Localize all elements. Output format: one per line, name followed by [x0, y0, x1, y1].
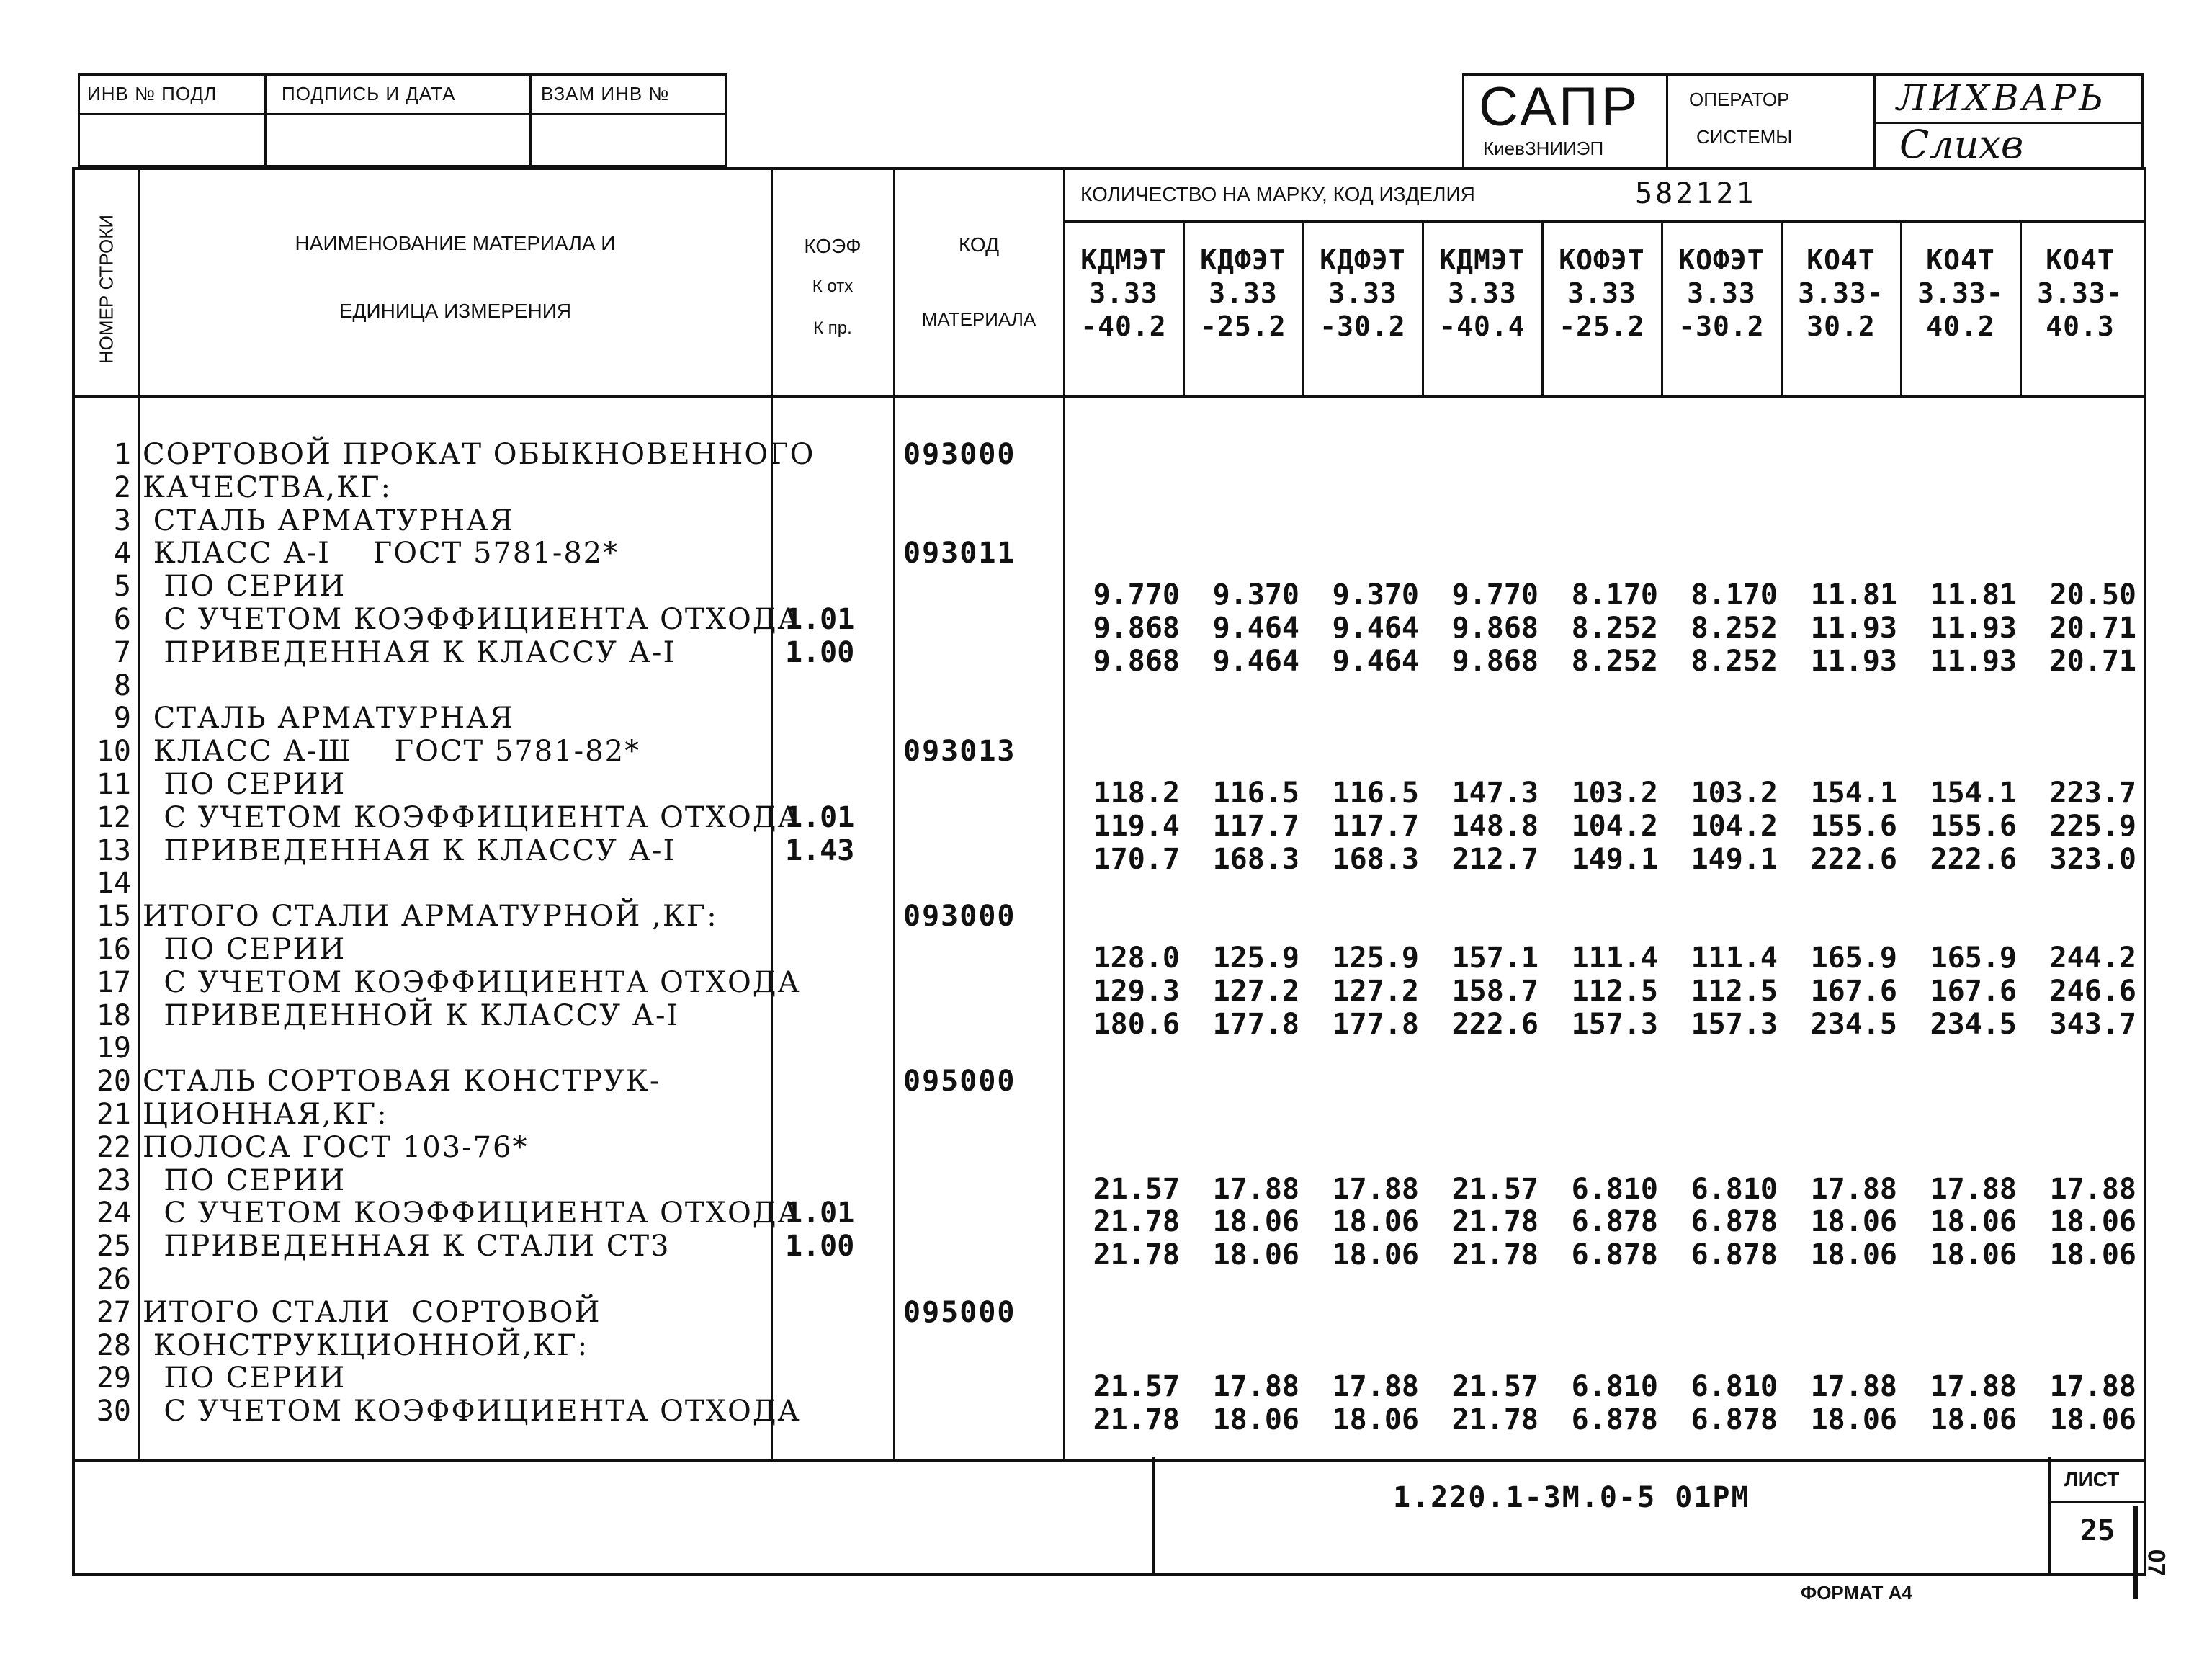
name-header-line1: НАИМЕНОВАНИЕ МАТЕРИАЛА И: [295, 232, 616, 254]
column-header-line: -25.2: [1200, 310, 1286, 342]
quantity-value: 21.57: [1093, 1370, 1180, 1404]
quantity-value: 157.3: [1571, 1007, 1658, 1041]
quantity-value: 117.7: [1212, 809, 1299, 843]
quantity-value: 11.93: [1810, 644, 1897, 678]
institute-name: КиевЗНИИЭП: [1483, 138, 1604, 159]
row-number: 20: [96, 1065, 131, 1099]
quantity-value: 9.868: [1093, 612, 1180, 645]
quantity-value: 6.878: [1571, 1238, 1658, 1272]
column-header-7: [1782, 243, 1900, 343]
row-number: 30: [96, 1395, 131, 1428]
quantity-value: 11.93: [1930, 612, 2017, 645]
quantity-value: 154.1: [1930, 777, 2017, 810]
quantity-value: 21.78: [1451, 1403, 1539, 1437]
coefficient: 1.01: [785, 1197, 855, 1230]
material-name: С УЧЕТОМ КОЭФФИЦИЕНТА ОТХОДА: [143, 965, 801, 999]
quantity-value: 234.5: [1810, 1007, 1897, 1041]
quantity-value: 17.88: [1332, 1172, 1419, 1206]
quantity-value: 154.1: [1810, 777, 1897, 810]
column-header-line: 3.33: [1328, 277, 1397, 309]
row-number: 21: [96, 1098, 131, 1131]
coefficient: 1.00: [785, 635, 855, 669]
quantity-value: 222.6: [1930, 842, 2017, 876]
material-name: ПРИВЕДЕННАЯ К СТАЛИ СТ3: [143, 1230, 671, 1264]
material-name: КЛАСС А-I ГОСТ 5781-82*: [143, 537, 619, 571]
quantity-value: 180.6: [1093, 1007, 1180, 1041]
quantity-value: 18.06: [2049, 1205, 2136, 1239]
quantity-value: 125.9: [1332, 942, 1419, 975]
quantity-value: 18.06: [1212, 1205, 1299, 1239]
quantity-value: 11.81: [1930, 578, 2017, 612]
column-header-line: -25.2: [1559, 310, 1645, 342]
quantity-value: 119.4: [1093, 809, 1180, 843]
quantity-value: 127.2: [1212, 974, 1299, 1008]
column-header-line: -40.4: [1439, 310, 1526, 342]
quantity-value: 167.6: [1810, 974, 1897, 1008]
quantity-value: 125.9: [1212, 942, 1299, 975]
row-number: 23: [96, 1163, 131, 1197]
material-name: ПРИВЕДЕННАЯ К КЛАССУ А-I: [143, 833, 676, 867]
quantity-value: 170.7: [1093, 842, 1180, 876]
column-header-6: [1662, 243, 1781, 343]
quantity-value: 18.06: [1332, 1238, 1419, 1272]
row-number: 5: [113, 570, 131, 604]
name-header-line2: ЕДИНИЦА ИЗМЕРЕНИЯ: [339, 300, 572, 322]
column-header-3: [1304, 243, 1422, 343]
material-name: КОНСТРУКЦИОННОЙ,КГ:: [143, 1328, 589, 1362]
quantity-value: 18.06: [1332, 1403, 1419, 1437]
quantity-value: 21.78: [1093, 1403, 1180, 1437]
column-header-line: КДМЭТ: [1439, 244, 1526, 276]
quantity-value: 9.464: [1332, 644, 1419, 678]
quantity-value: 246.6: [2049, 974, 2136, 1008]
quantity-value: 11.81: [1810, 578, 1897, 612]
column-header-line: КДМЭТ: [1080, 244, 1167, 276]
quantity-value: 6.810: [1691, 1172, 1778, 1206]
quantity-value: 157.1: [1451, 942, 1539, 975]
row-number: 17: [96, 965, 131, 999]
row-number: 26: [96, 1263, 131, 1296]
quantity-value: 104.2: [1571, 809, 1658, 843]
column-header-line: КДФЭТ: [1200, 244, 1286, 276]
quantity-value: 8.252: [1691, 644, 1778, 678]
quantity-value: 18.06: [1930, 1205, 2017, 1239]
quantity-value: 18.06: [1332, 1205, 1419, 1239]
row-number: 25: [96, 1230, 131, 1264]
material-name: СТАЛЬ СОРТОВАЯ КОНСТРУК-: [143, 1065, 661, 1099]
column-header-line: 3.33: [1448, 277, 1517, 309]
quantity-value: 168.3: [1332, 842, 1419, 876]
quantity-value: 158.7: [1451, 974, 1539, 1008]
quantity-value: 18.06: [1212, 1403, 1299, 1437]
quantity-value: 343.7: [2049, 1007, 2136, 1041]
code-header-line2: МАТЕРИАЛА: [921, 308, 1036, 330]
quantity-value: 17.88: [1212, 1370, 1299, 1404]
stamp-vzam-inv: ВЗАМ ИНВ №: [541, 83, 670, 104]
column-header-line: 3.33: [1209, 277, 1278, 309]
code-header-line1: КОД: [958, 233, 1000, 256]
quantity-value: 17.88: [1212, 1172, 1299, 1206]
quantity-value: 6.878: [1571, 1205, 1658, 1239]
quantity-value: 18.06: [1930, 1403, 2017, 1437]
column-header-line: -30.2: [1320, 310, 1406, 342]
quantity-value: 18.06: [2049, 1403, 2136, 1437]
quantity-value: 117.7: [1332, 809, 1419, 843]
quantity-value: 212.7: [1451, 842, 1539, 876]
row-number: 27: [96, 1295, 131, 1329]
quantity-value: 8.170: [1691, 578, 1778, 612]
material-name: ПО СЕРИИ: [143, 1163, 346, 1197]
row-number: 29: [96, 1361, 131, 1395]
operator-label-2: СИСТЕМЫ: [1696, 126, 1793, 148]
material-name: ПОЛОСА ГОСТ 103-76*: [143, 1130, 529, 1164]
column-header-line: -30.2: [1678, 310, 1765, 342]
quantity-value: 8.252: [1571, 612, 1658, 645]
row-number: 12: [96, 800, 131, 834]
sheet-label: ЛИСТ: [2064, 1468, 2120, 1490]
quantity-value: 17.88: [1810, 1172, 1897, 1206]
org-block: [1462, 73, 2144, 170]
quantity-value: 9.464: [1212, 644, 1299, 678]
quantity-value: 168.3: [1212, 842, 1299, 876]
quantity-value: 20.50: [2049, 578, 2136, 612]
material-code: 095000: [903, 1295, 1016, 1329]
quantity-value: 223.7: [2049, 777, 2136, 810]
stamp-inv-podl: ИНВ № ПОДЛ: [87, 83, 218, 104]
quantity-value: 222.6: [1451, 1007, 1539, 1041]
column-header-line: КО4Т: [1926, 244, 1995, 276]
row-number: 7: [113, 635, 131, 669]
column-header-line: 3.33-: [1917, 277, 2004, 309]
quantity-value: 111.4: [1691, 942, 1778, 975]
column-header-line: 40.3: [2046, 310, 2115, 342]
row-number: 18: [96, 998, 131, 1032]
column-header-8: [1902, 243, 2020, 343]
sheet-number: 25: [2080, 1514, 2115, 1547]
column-header-line: КДФЭТ: [1320, 244, 1406, 276]
row-number: 19: [96, 1032, 131, 1065]
column-header-line: 3.33: [1687, 277, 1756, 309]
quantity-value: 9.868: [1093, 644, 1180, 678]
column-header-9: [2021, 243, 2139, 343]
format-label: ФОРМАТ А4: [1801, 1582, 1912, 1604]
quantity-value: 116.5: [1332, 777, 1419, 810]
quantity-value: 222.6: [1810, 842, 1897, 876]
quantity-value: 155.6: [1930, 809, 2017, 843]
row-number: 4: [113, 537, 131, 571]
quantity-value: 18.06: [1810, 1205, 1897, 1239]
coefficient: 1.01: [785, 603, 855, 636]
material-name: ПРИВЕДЕННОЙ К КЛАССУ А-I: [143, 998, 680, 1032]
quantity-value: 112.5: [1571, 974, 1658, 1008]
quantity-value: 155.6: [1810, 809, 1897, 843]
coef-header-line1: КОЭФ: [804, 235, 861, 257]
column-header-line: 3.33-: [2037, 277, 2123, 309]
quantity-value: 9.370: [1212, 578, 1299, 612]
quantity-value: 6.878: [1691, 1403, 1778, 1437]
quantity-value: 9.464: [1332, 612, 1419, 645]
quantity-value: 149.1: [1571, 842, 1658, 876]
material-name: ЦИОННАЯ,КГ:: [143, 1098, 388, 1131]
material-name: КЛАСС А-Ш ГОСТ 5781-82*: [143, 735, 641, 769]
quantity-value: 225.9: [2049, 809, 2136, 843]
material-name: ПО СЕРИИ: [143, 1361, 346, 1395]
quantity-value: 112.5: [1691, 974, 1778, 1008]
material-name: СТАЛЬ АРМАТУРНАЯ: [143, 702, 514, 735]
row-number: 8: [113, 668, 131, 702]
column-header-line: 3.33: [1089, 277, 1158, 309]
sapr-title: САПР: [1479, 76, 1641, 138]
column-header-4: [1423, 243, 1541, 343]
quantity-value: 323.0: [2049, 842, 2136, 876]
material-name: ПО СЕРИИ: [143, 570, 346, 604]
quantity-value: 127.2: [1332, 974, 1419, 1008]
column-header-line: -40.2: [1080, 310, 1167, 342]
quantity-value: 9.770: [1093, 578, 1180, 612]
coef-header-line2: К отх: [812, 277, 854, 296]
quantity-value: 103.2: [1691, 777, 1778, 810]
material-name: ИТОГО СТАЛИ СОРТОВОЙ: [143, 1295, 601, 1329]
column-header-line: КО4Т: [2046, 244, 2115, 276]
quantity-value: 8.252: [1571, 644, 1658, 678]
material-name: С УЧЕТОМ КОЭФФИЦИЕНТА ОТХОДА: [143, 1395, 801, 1428]
quantity-value: 17.88: [2049, 1172, 2136, 1206]
quantity-value: 111.4: [1571, 942, 1658, 975]
operator-name: ЛИХВАРЬ: [1897, 77, 2106, 119]
quantity-value: 9.370: [1332, 578, 1419, 612]
column-header-5: [1543, 243, 1661, 343]
quantity-value: 17.88: [1332, 1370, 1419, 1404]
row-number: 16: [96, 933, 131, 966]
material-name: СОРТОВОЙ ПРОКАТ ОБЫКНОВЕННОГО: [143, 438, 815, 471]
quantity-value: 17.88: [1810, 1370, 1897, 1404]
row-number: 15: [96, 900, 131, 934]
quantity-value: 9.868: [1451, 644, 1539, 678]
quantity-value: 21.78: [1451, 1238, 1539, 1272]
row-number-header: НОМЕР СТРОКИ: [95, 214, 117, 365]
row-number: 24: [96, 1197, 131, 1230]
approval-stamp: [78, 73, 727, 167]
quantity-value: 18.06: [1212, 1238, 1299, 1272]
coef-header-line3: К пр.: [813, 318, 852, 338]
row-number: 22: [96, 1130, 131, 1164]
material-name: С УЧЕТОМ КОЭФФИЦИЕНТА ОТХОДА: [143, 603, 801, 636]
row-number: 14: [96, 867, 131, 900]
main-table: [72, 167, 2146, 1462]
quantity-value: 17.88: [1930, 1370, 2017, 1404]
quantity-value: 6.810: [1691, 1370, 1778, 1404]
material-name: СТАЛЬ АРМАТУРНАЯ: [143, 504, 514, 537]
quantity-value: 147.3: [1451, 777, 1539, 810]
quantity-value: 9.464: [1212, 612, 1299, 645]
row-number: 10: [96, 735, 131, 769]
column-header-line: 40.2: [1926, 310, 1995, 342]
quantity-value: 8.170: [1571, 578, 1658, 612]
quantity-value: 20.71: [2049, 644, 2136, 678]
column-header-line: КО4Т: [1806, 244, 1876, 276]
material-name: ПО СЕРИИ: [143, 768, 346, 801]
quantity-value: 118.2: [1093, 777, 1180, 810]
quantity-value: 21.57: [1451, 1172, 1539, 1206]
quantity-value: 11.93: [1810, 612, 1897, 645]
quantity-value: 244.2: [2049, 942, 2136, 975]
quantity-value: 128.0: [1093, 942, 1180, 975]
qty-header-label: КОЛИЧЕСТВО НА МАРКУ, КОД ИЗДЕЛИЯ: [1080, 183, 1475, 205]
row-number: 6: [113, 603, 131, 636]
quantity-value: 18.06: [1810, 1403, 1897, 1437]
quantity-value: 165.9: [1810, 942, 1897, 975]
quantity-value: 6.810: [1571, 1172, 1658, 1206]
quantity-value: 6.878: [1571, 1403, 1658, 1437]
quantity-value: 6.810: [1571, 1370, 1658, 1404]
quantity-value: 148.8: [1451, 809, 1539, 843]
material-code: 095000: [903, 1065, 1016, 1099]
operator-label-1: ОПЕРАТОР: [1689, 89, 1790, 110]
quantity-value: 149.1: [1691, 842, 1778, 876]
material-code: 093013: [903, 735, 1016, 769]
material-code: 093000: [903, 438, 1016, 471]
row-number: 1: [113, 438, 131, 471]
quantity-value: 20.71: [2049, 612, 2136, 645]
quantity-value: 9.770: [1451, 578, 1539, 612]
row-number: 9: [113, 702, 131, 735]
quantity-value: 21.57: [1093, 1172, 1180, 1206]
quantity-value: 103.2: [1571, 777, 1658, 810]
operator-signature: Слихв: [1899, 122, 2024, 167]
quantity-value: 21.78: [1451, 1205, 1539, 1239]
material-name: ИТОГО СТАЛИ АРМАТУРНОЙ ,КГ:: [143, 900, 718, 934]
row-number: 28: [96, 1328, 131, 1362]
quantity-value: 17.88: [2049, 1370, 2136, 1404]
quantity-value: 129.3: [1093, 974, 1180, 1008]
quantity-value: 11.93: [1930, 644, 2017, 678]
quantity-value: 18.06: [1930, 1238, 2017, 1272]
material-name: ПО СЕРИИ: [143, 933, 346, 966]
quantity-value: 18.06: [1810, 1238, 1897, 1272]
quantity-value: 18.06: [2049, 1238, 2136, 1272]
quantity-value: 21.57: [1451, 1370, 1539, 1404]
quantity-value: 165.9: [1930, 942, 2017, 975]
material-name: С УЧЕТОМ КОЭФФИЦИЕНТА ОТХОДА: [143, 800, 801, 834]
material-name: ПРИВЕДЕННАЯ К КЛАССУ А-I: [143, 635, 676, 669]
quantity-value: 21.78: [1093, 1238, 1180, 1272]
stamp-podpis-data: ПОДПИСЬ И ДАТА: [282, 83, 456, 104]
document-code: 1.220.1-3М.0-5 01РМ: [1393, 1481, 1750, 1514]
row-number: 2: [113, 470, 131, 504]
quantity-value: 6.878: [1691, 1205, 1778, 1239]
column-header-line: 30.2: [1806, 310, 1876, 342]
row-number: 11: [96, 768, 131, 801]
quantity-value: 9.868: [1451, 612, 1539, 645]
material-code: 093011: [903, 537, 1016, 571]
quantity-value: 167.6: [1930, 974, 2017, 1008]
quantity-value: 6.878: [1691, 1238, 1778, 1272]
column-header-line: 3.33: [1567, 277, 1636, 309]
coefficient: 1.00: [785, 1230, 855, 1264]
coefficient: 1.43: [785, 833, 855, 867]
material-name: КАЧЕСТВА,КГ:: [143, 470, 392, 504]
row-number: 3: [113, 504, 131, 537]
title-block: [72, 1457, 2146, 1576]
coefficient: 1.01: [785, 800, 855, 834]
material-code: 093000: [903, 900, 1016, 934]
column-header-2: [1184, 243, 1302, 343]
material-name: С УЧЕТОМ КОЭФФИЦИЕНТА ОТХОДА: [143, 1197, 801, 1230]
quantity-value: 116.5: [1212, 777, 1299, 810]
quantity-value: 157.3: [1691, 1007, 1778, 1041]
quantity-value: 177.8: [1332, 1007, 1419, 1041]
quantity-value: 17.88: [1930, 1172, 2017, 1206]
row-number: 13: [96, 833, 131, 867]
side-number: 07: [2142, 1549, 2170, 1577]
column-header-line: КОФЭТ: [1678, 244, 1765, 276]
quantity-value: 177.8: [1212, 1007, 1299, 1041]
column-header-line: КОФЭТ: [1559, 244, 1645, 276]
column-header-1: [1065, 243, 1183, 343]
quantity-value: 21.78: [1093, 1205, 1180, 1239]
quantity-value: 8.252: [1691, 612, 1778, 645]
column-header-line: 3.33-: [1798, 277, 1884, 309]
product-code: 582121: [1635, 177, 1757, 210]
quantity-value: 234.5: [1930, 1007, 2017, 1041]
quantity-value: 104.2: [1691, 809, 1778, 843]
